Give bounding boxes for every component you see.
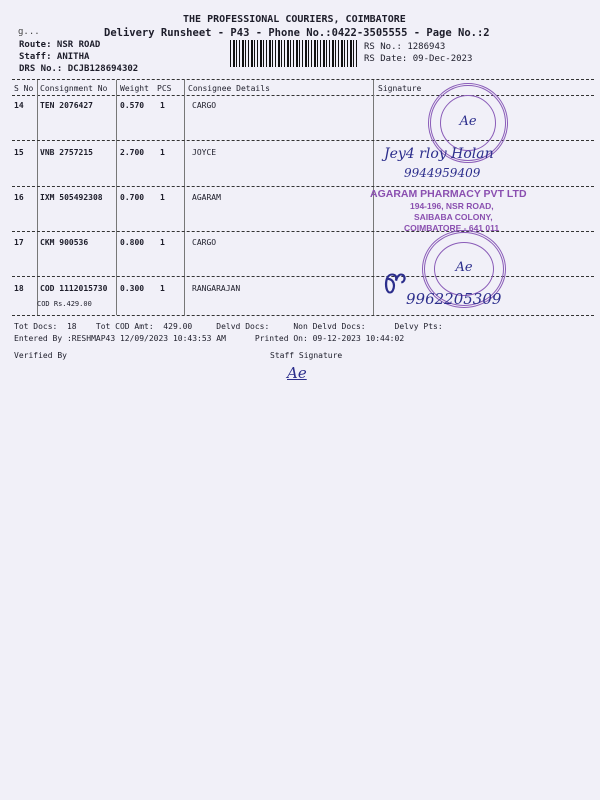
table-top-rule [12,79,594,80]
table-row-sno: 18 [14,284,24,293]
entered-by-line: Entered By :RESHMAP43 12/09/2023 10:43:53 AM Printed On: 09-12-2023 10:44:02 [14,334,405,343]
row-rule [12,186,594,187]
handwritten-phone: 9962205309 [406,290,502,308]
row-rule [12,276,594,277]
runsheet-subtitle: Delivery Runsheet - P43 - Phone No.:0422-3505555 - Page No.:2 [104,27,490,39]
table-row-consignment: IXM 505492308 [40,193,103,202]
col-consignee: Consignee Details [188,84,270,93]
handwritten-signature-mark: Ꮫ [384,270,407,300]
table-row-consignee: AGARAM [192,193,221,202]
col-sno: S No [14,84,34,93]
rs-number: RS No.: 1286943 [364,42,446,52]
cod-amount: COD Rs.429.00 [37,300,92,308]
col-signature: Signature [378,84,422,93]
table-row-consignee: RANGARAJAN [192,284,241,293]
table-row-weight: 2.700 [120,148,145,157]
totals-line: Tot Docs: 18 Tot COD Amt: 429.00 Delvd Docs: Non Delvd Docs: Delvy Pts: [14,322,443,331]
col-divider [116,80,117,315]
handwritten-phone: 9944959409 [404,166,481,180]
pharmacy-stamp-line3: COIMBATORE - 641 011 [404,223,500,233]
verified-by-label: Verified By [14,351,67,360]
staff-initials: Ae [287,364,307,382]
header-rule [12,95,594,96]
pharmacy-stamp-line2: SAIBABA COLONY, [414,212,493,222]
courier-stamp-bottom: Ae [422,230,506,308]
table-row-pcs: 1 [160,101,165,110]
table-row-consignment: COD 1112015730 [40,284,108,293]
table-row-weight: 0.800 [120,238,145,247]
table-row-sno: 14 [14,101,24,110]
table-row-weight: 0.570 [120,101,145,110]
table-row-weight: 0.300 [120,284,145,293]
drs-number: DRS No.: DCJB128694302 [19,64,139,74]
rs-date: RS Date: 09-Dec-2023 [364,54,473,64]
table-row-pcs: 1 [160,148,165,157]
table-row-sno: 16 [14,193,24,202]
table-row-consignment: VNB 2757215 [40,148,93,157]
col-weight: Weight [120,84,149,93]
col-divider [37,80,38,315]
barcode [230,40,358,67]
corner-scribble: g... [18,27,40,37]
table-row-sno: 17 [14,238,24,247]
courier-stamp-top: Ae [428,83,508,163]
route-label: Route: NSR ROAD [19,40,101,50]
company-title: THE PROFESSIONAL COURIERS, COIMBATORE [183,14,406,25]
col-consignment: Consignment No [40,84,108,93]
handwritten-name: Jey4 rloy Holan [384,146,494,162]
staff-signature-label: Staff Signature [270,351,343,360]
table-row-consignee: JOYCE [192,148,217,157]
table-row-sno: 15 [14,148,24,157]
staff-label: Staff: ANITHA [19,52,90,62]
pharmacy-stamp-name: AGARAM PHARMACY PVT LTD [370,188,527,200]
table-row-pcs: 1 [160,238,165,247]
row-rule [12,231,594,232]
table-row-consignment: TEN 2076427 [40,101,93,110]
pharmacy-stamp-line1: 194-196, NSR ROAD, [410,201,494,211]
col-pcs: PCS [157,84,172,93]
row-rule [12,140,594,141]
table-row-pcs: 1 [160,284,165,293]
col-divider [184,80,185,315]
table-row-consignee: CARGO [192,101,217,110]
table-row-pcs: 1 [160,193,165,202]
table-row-consignment: CKM 900536 [40,238,89,247]
table-row-consignee: CARGO [192,238,217,247]
table-bottom-rule [12,315,594,316]
table-row-weight: 0.700 [120,193,145,202]
